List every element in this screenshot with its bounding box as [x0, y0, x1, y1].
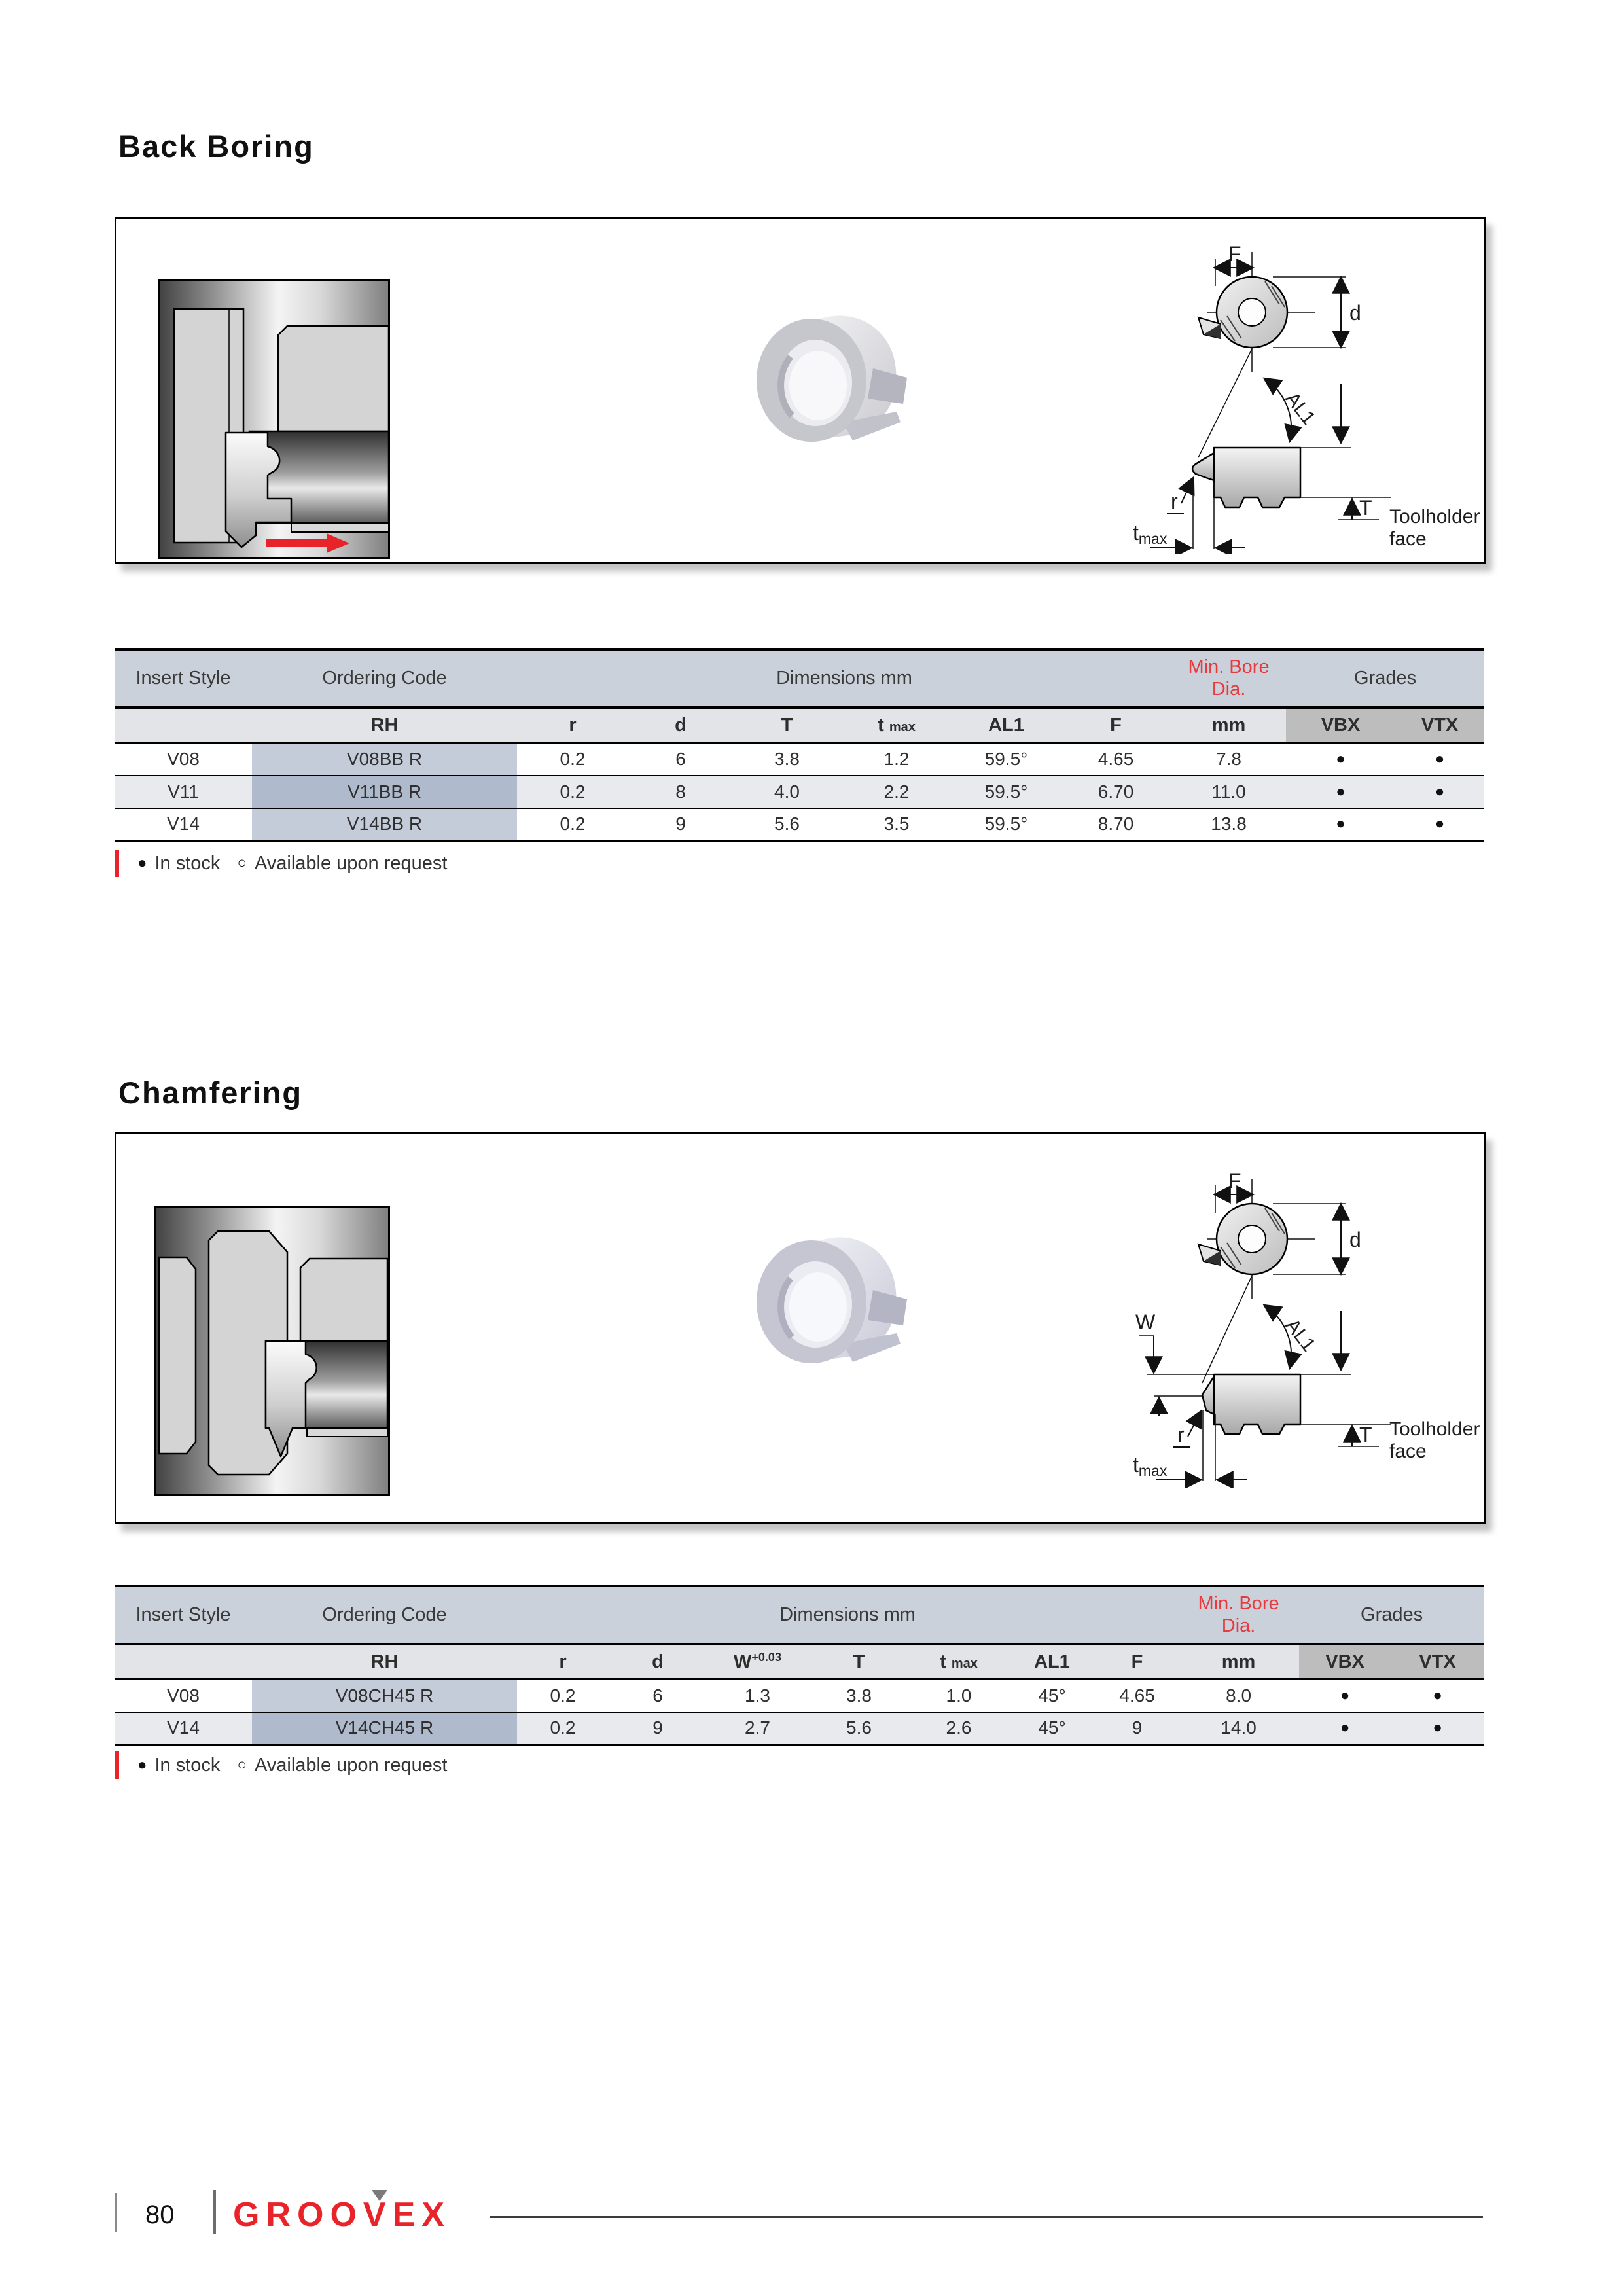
subcol-rh: RH [252, 1644, 517, 1679]
col-grades: Grades [1286, 649, 1484, 708]
subcol-t-max: t max [841, 708, 952, 743]
subcol-vbx: VBX [1286, 708, 1395, 743]
cell: 8.0 [1178, 1679, 1299, 1712]
stock-dot: ● [1391, 1712, 1484, 1745]
subcol-r: r [517, 708, 628, 743]
available-icon: ○ [237, 854, 247, 872]
col-dimensions: Dimensions mm [517, 1586, 1178, 1644]
cell: 1.0 [910, 1679, 1008, 1712]
stock-dot: ● [1299, 1712, 1391, 1745]
available-label: Available upon request [254, 852, 448, 874]
cell: 6 [609, 1679, 707, 1712]
cell: 9 [1096, 1712, 1178, 1745]
cell: 5.6 [733, 808, 841, 841]
subcol-mm: mm [1178, 1644, 1299, 1679]
label-t-max: tmax [1133, 1453, 1168, 1479]
subcol-mm: mm [1171, 708, 1286, 743]
in-stock-icon: ● [137, 1756, 147, 1774]
page-number: 80 [145, 2200, 175, 2229]
col-grades: Grades [1299, 1586, 1484, 1644]
cell: 14.0 [1178, 1712, 1299, 1745]
label-F: F [1228, 1169, 1241, 1193]
cell: V08BB R [252, 743, 517, 776]
stock-legend [115, 1751, 447, 1779]
table-subheader-row [115, 1644, 1484, 1679]
col-insert-style: Insert Style [115, 649, 252, 708]
stock-dot: ● [1395, 808, 1484, 841]
chamfering-cross-section-illustration [154, 1206, 390, 1496]
stock-dot: ● [1391, 1679, 1484, 1712]
chamfering-dimension-diagram [1116, 1154, 1482, 1488]
cell: 5.6 [808, 1712, 910, 1745]
subcol-vbx: VBX [1299, 1644, 1391, 1679]
back-boring-cross-section-illustration [158, 279, 390, 559]
cell: 8.70 [1060, 808, 1171, 841]
cell: V08CH45 R [252, 1679, 517, 1712]
cell: 3.8 [733, 743, 841, 776]
stock-dot: ● [1286, 808, 1395, 841]
cell: 1.3 [707, 1679, 808, 1712]
cell: 3.8 [808, 1679, 910, 1712]
available-label: Available upon request [254, 1754, 448, 1776]
cell: 7.8 [1171, 743, 1286, 776]
subcol-rh: RH [252, 708, 517, 743]
subcol-T: T [733, 708, 841, 743]
chamfering-diagram-box [115, 1132, 1486, 1524]
subcol-vtx: VTX [1391, 1644, 1484, 1679]
cell: 11.0 [1171, 776, 1286, 808]
cell: 2.7 [707, 1712, 808, 1745]
subcol-d: d [609, 1644, 707, 1679]
in-stock-label: In stock [154, 852, 221, 874]
back-boring-insert-3d-render [745, 291, 915, 461]
footer-rule [490, 2216, 1483, 2218]
stock-dot: ● [1299, 1679, 1391, 1712]
table-row [115, 1679, 1484, 1712]
table-subheader-row [115, 708, 1484, 743]
cell: V08 [115, 1679, 252, 1712]
label-T: T [1359, 496, 1372, 520]
label-AL1: AL1 [1281, 387, 1320, 429]
col-dimensions: Dimensions mm [517, 649, 1171, 708]
legend-red-bar [115, 1751, 119, 1779]
back-boring-table [115, 648, 1484, 842]
label-toolholder-face: face [1389, 528, 1427, 550]
stock-legend [115, 850, 447, 877]
subcol-F: F [1060, 708, 1171, 743]
cell: 2.2 [841, 776, 952, 808]
table-row [115, 776, 1484, 808]
chamfering-insert-3d-render [745, 1213, 915, 1383]
label-r: r [1177, 1423, 1185, 1446]
chamfering-title: Chamfering [118, 1075, 303, 1110]
cell: 0.2 [517, 743, 628, 776]
cell: 9 [628, 808, 733, 841]
cell: V14CH45 R [252, 1712, 517, 1745]
in-stock-icon: ● [137, 854, 147, 872]
table-header-row [115, 1586, 1484, 1644]
cell: 4.0 [733, 776, 841, 808]
cell: 4.65 [1096, 1679, 1178, 1712]
subcol-al1: AL1 [952, 708, 1060, 743]
logo-triangle-icon [372, 2190, 387, 2201]
col-insert-style: Insert Style [115, 1586, 252, 1644]
label-W: W [1135, 1310, 1156, 1334]
footer-divider [115, 2193, 117, 2232]
cell: 0.2 [517, 776, 628, 808]
in-stock-label: In stock [154, 1754, 221, 1776]
footer-divider [213, 2190, 216, 2234]
label-toolholder: Toolholder [1389, 1418, 1480, 1440]
table-row [115, 1712, 1484, 1745]
label-T: T [1359, 1423, 1372, 1446]
cell: 3.5 [841, 808, 952, 841]
cell: 4.65 [1060, 743, 1171, 776]
cell: 9 [609, 1712, 707, 1745]
cell: 59.5° [952, 808, 1060, 841]
label-t-max: tmax [1133, 521, 1168, 547]
cell: V14BB R [252, 808, 517, 841]
legend-red-bar [115, 850, 119, 877]
col-min-bore: Min. Bore Dia. [1178, 1586, 1299, 1644]
cell: 0.2 [517, 808, 628, 841]
cell: 8 [628, 776, 733, 808]
cell: 2.6 [910, 1712, 1008, 1745]
label-AL1: AL1 [1281, 1314, 1320, 1356]
subcol-F: F [1096, 1644, 1178, 1679]
cell: V11BB R [252, 776, 517, 808]
subcol-d: d [628, 708, 733, 743]
table-header-row [115, 649, 1484, 708]
cell: V08 [115, 743, 252, 776]
cell: 59.5° [952, 776, 1060, 808]
cell: 0.2 [517, 1712, 609, 1745]
cell: 6 [628, 743, 733, 776]
cell: V14 [115, 808, 252, 841]
back-boring-diagram-box [115, 217, 1486, 564]
back-boring-dimension-diagram [1116, 227, 1482, 554]
table-row [115, 808, 1484, 841]
cell: 45° [1008, 1712, 1096, 1745]
subcol-al1: AL1 [1008, 1644, 1096, 1679]
cell: V11 [115, 776, 252, 808]
chamfering-table [115, 1585, 1484, 1746]
stock-dot: ● [1286, 743, 1395, 776]
label-d: d [1349, 301, 1361, 325]
label-r: r [1171, 490, 1178, 513]
cell: 1.2 [841, 743, 952, 776]
subcol-vtx: VTX [1395, 708, 1484, 743]
cell: 59.5° [952, 743, 1060, 776]
subcol-r: r [517, 1644, 609, 1679]
cell: 13.8 [1171, 808, 1286, 841]
label-F: F [1228, 242, 1241, 266]
label-toolholder-face: face [1389, 1441, 1427, 1462]
stock-dot: ● [1395, 743, 1484, 776]
col-min-bore: Min. Bore Dia. [1171, 649, 1286, 708]
cell: V14 [115, 1712, 252, 1745]
available-icon: ○ [237, 1756, 247, 1774]
col-ordering-code: Ordering Code [252, 649, 517, 708]
brand-logo: GROOVEX [233, 2196, 451, 2234]
subcol-T: T [808, 1644, 910, 1679]
subcol-w: $W^{+0.03}$ [707, 1644, 808, 1679]
label-d: d [1349, 1228, 1361, 1251]
col-ordering-code: Ordering Code [252, 1586, 517, 1644]
subcol-t-max: t max [910, 1644, 1008, 1679]
cell: 45° [1008, 1679, 1096, 1712]
back-boring-title: Back Boring [118, 129, 314, 164]
table-row [115, 743, 1484, 776]
stock-dot: ● [1286, 776, 1395, 808]
cell: 0.2 [517, 1679, 609, 1712]
cell: 6.70 [1060, 776, 1171, 808]
stock-dot: ● [1395, 776, 1484, 808]
label-toolholder: Toolholder [1389, 506, 1480, 528]
